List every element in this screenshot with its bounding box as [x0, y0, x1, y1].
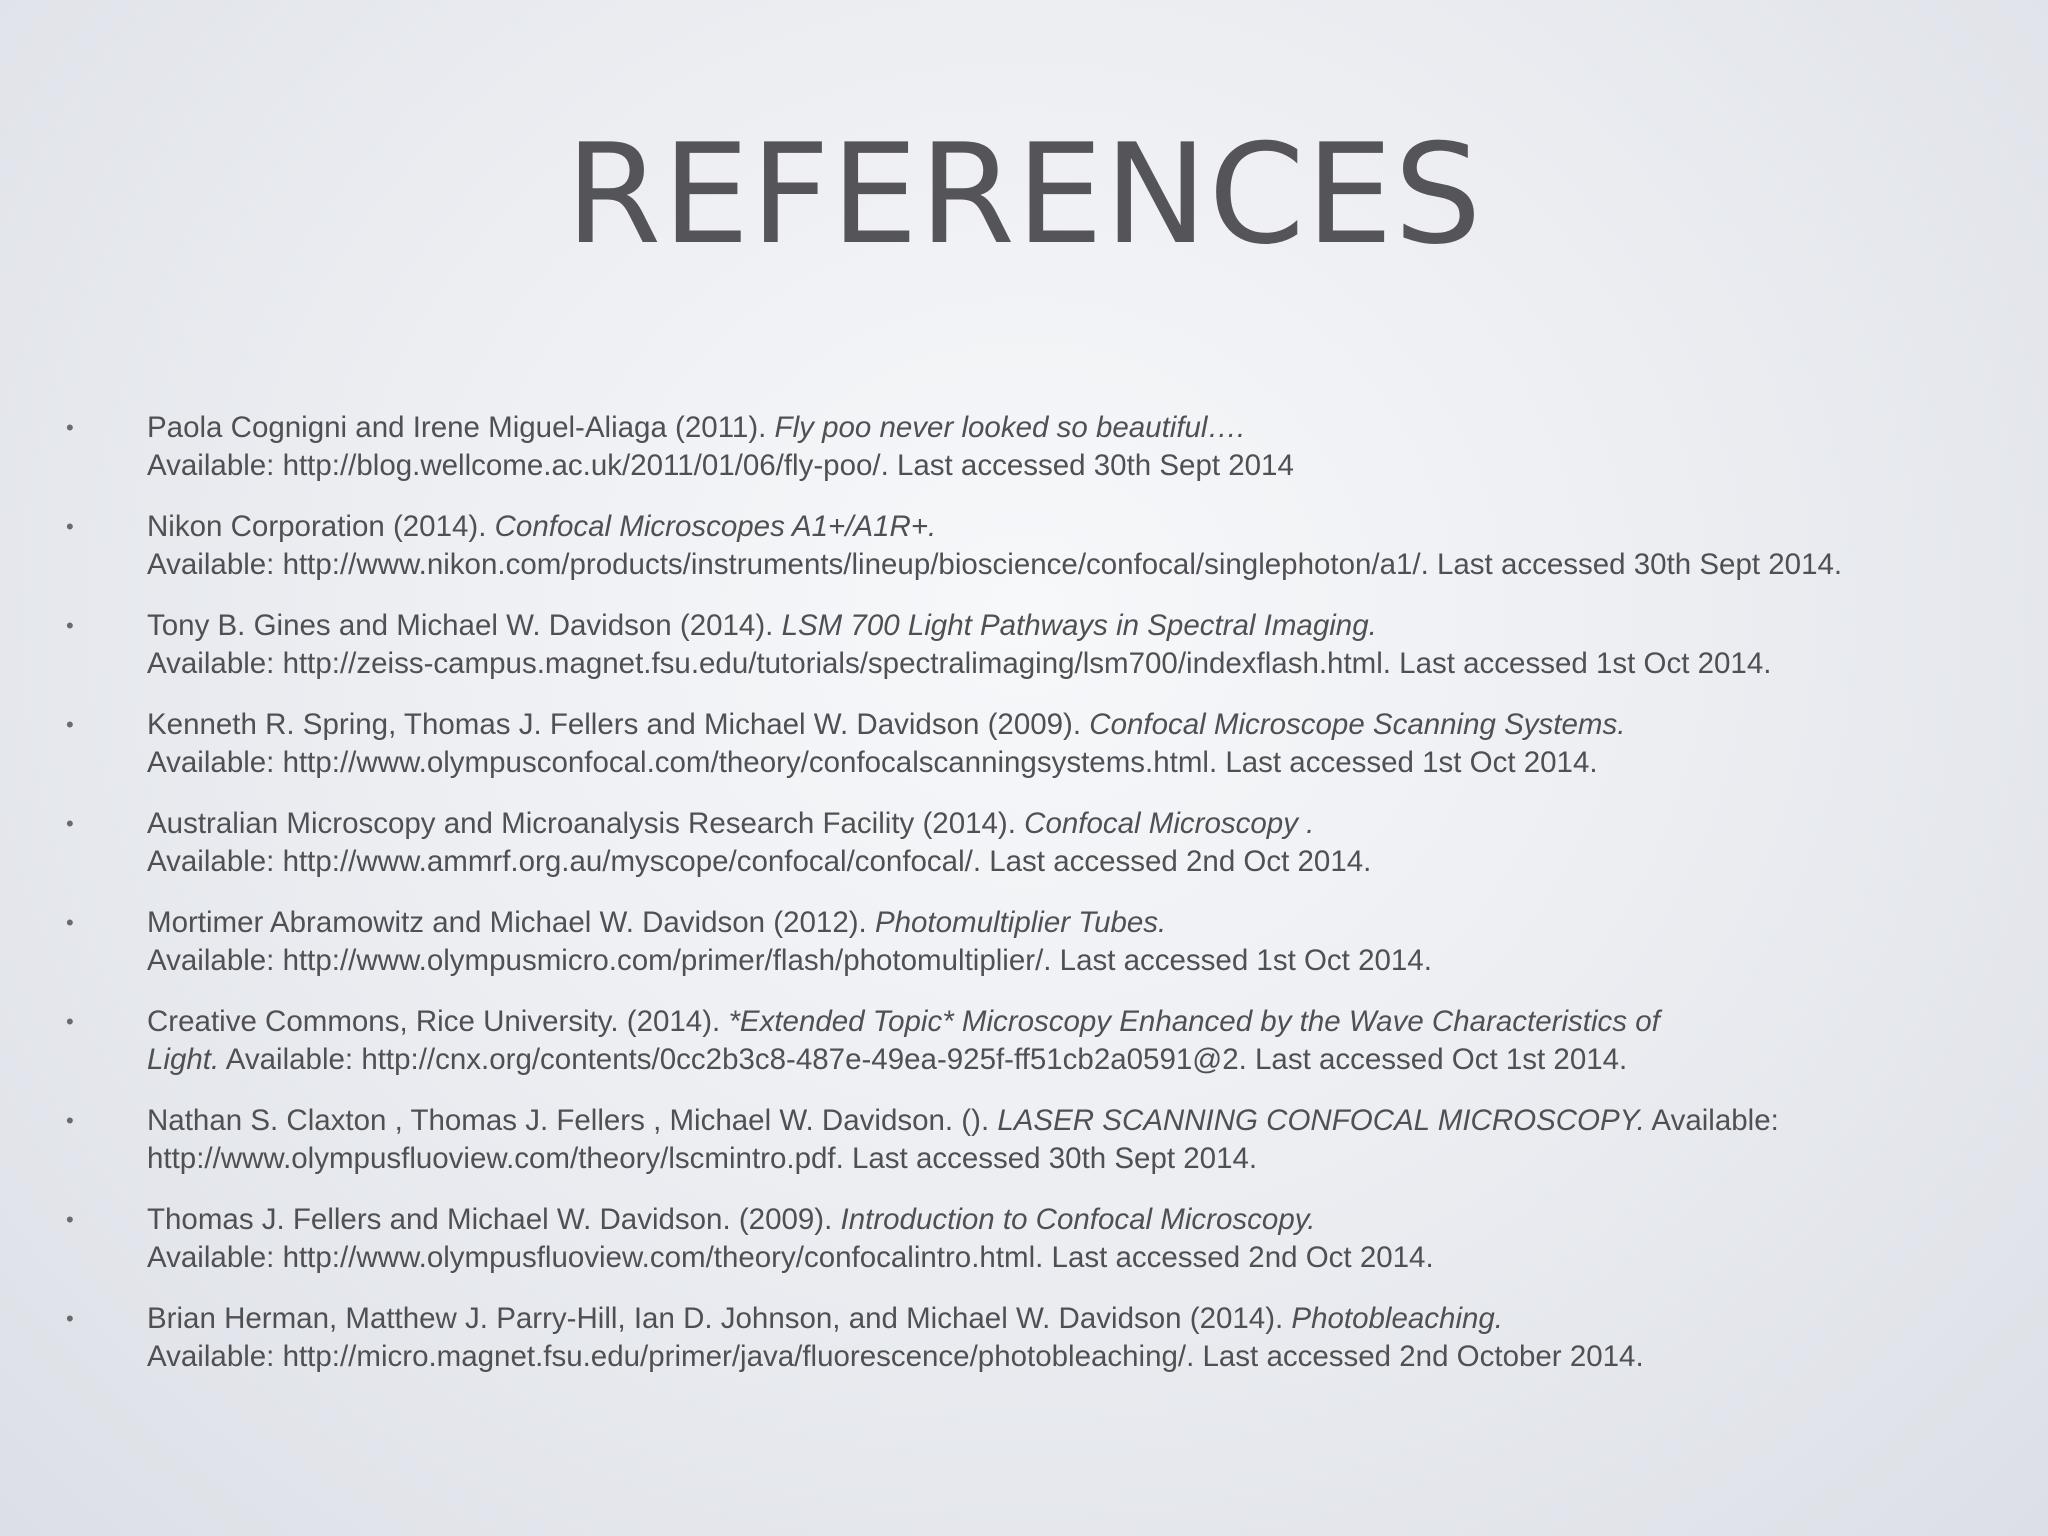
reference-authors: Kenneth R. Spring, Thomas J. Fellers and Michael W. Davidson (2009). — [147, 708, 1090, 741]
reference-citation-line — [147, 1201, 2008, 1239]
slide-title: REFERENCES — [565, 114, 1483, 275]
reference-availability-line: Available: http://micro.magnet.fsu.edu/primer/java/fluorescence/photobleaching/. Last accessed 2nd October 2014. — [147, 1340, 1644, 1373]
reference-citation-line — [147, 508, 2008, 546]
reference-authors: Mortimer Abramowitz and Michael W. Davidson (2012). — [147, 906, 875, 939]
bullet-icon: • — [66, 712, 74, 737]
reference-item — [0, 1300, 2048, 1376]
reference-authors: Paola Cognigni and Irene Miguel-Aliaga (2011). — [147, 411, 775, 444]
reference-authors: Nathan S. Claxton , Thomas J. Fellers , Michael W. Davidson. (). — [147, 1104, 998, 1137]
reference-citation-line — [147, 1102, 2008, 1140]
reference-availability-line — [147, 1041, 2008, 1079]
reference-item — [0, 508, 2048, 584]
reference-item — [0, 1201, 2048, 1277]
bullet-icon: • — [66, 910, 74, 935]
reference-citation-line — [147, 805, 2008, 843]
reference-title: LASER SCANNING CONFOCAL MICROSCOPY. — [997, 1104, 1645, 1137]
reference-title: *Extended Topic* Microscopy Enhanced by the Wave Characteristics of — [728, 1005, 1660, 1038]
reference-citation-line — [147, 607, 2008, 645]
bullet-icon: • — [66, 1009, 74, 1034]
reference-title: LSM 700 Light Pathways in Spectral Imaging. — [781, 609, 1377, 642]
reference-authors: Creative Commons, Rice University. (2014). — [147, 1005, 729, 1038]
reference-title: Introduction to Confocal Microscopy. — [840, 1203, 1316, 1236]
reference-title-continuation: Light. — [147, 1043, 220, 1076]
bullet-icon: • — [66, 1108, 74, 1133]
reference-availability-line: Available: http://zeiss-campus.magnet.fsu.edu/tutorials/spectralimaging/lsm700/indexflash.html. Last accessed 1st Oct 2014. — [147, 647, 1772, 680]
bullet-icon: • — [66, 1306, 74, 1331]
reference-citation-line — [147, 409, 2008, 447]
reference-item — [0, 1003, 2048, 1079]
reference-availability-line: http://www.olympusfluoview.com/theory/lscmintro.pdf. Last accessed 30th Sept 2014. — [147, 1142, 1258, 1175]
reference-item — [0, 409, 2048, 485]
reference-authors: Nikon Corporation (2014). — [147, 510, 495, 543]
reference-citation-line — [147, 706, 2008, 744]
reference-authors: Thomas J. Fellers and Michael W. Davidson. (2009). — [147, 1203, 841, 1236]
reference-title: Confocal Microscope Scanning Systems. — [1089, 708, 1626, 741]
reference-item — [0, 706, 2048, 782]
bullet-icon: • — [66, 415, 74, 440]
reference-authors: Brian Herman, Matthew J. Parry-Hill, Ian D. Johnson, and Michael W. Davidson (2014). — [147, 1302, 1292, 1335]
bullet-icon: • — [66, 514, 74, 539]
reference-title: Fly poo never looked so beautiful…. — [774, 411, 1246, 444]
reference-item — [0, 1102, 2048, 1178]
reference-title: Confocal Microscopy . — [1024, 807, 1315, 840]
reference-availability-line: Available: http://www.olympusfluoview.com/theory/confocalintro.html. Last accessed 2nd Oct 2014. — [147, 1241, 1434, 1274]
bullet-icon: • — [66, 1207, 74, 1232]
reference-authors: Australian Microscopy and Microanalysis Research Facility (2014). — [147, 807, 1025, 840]
reference-availability-text: Available: http://cnx.org/contents/0cc2b3c8-487e-49ea-925f-ff51cb2a0591@2. Last accessed Oct 1st 2014. — [219, 1043, 1628, 1076]
reference-availability-line: Available: http://www.olympusmicro.com/primer/flash/photomultiplier/. Last accessed 1st Oct 2014. — [147, 944, 1432, 977]
reference-item — [0, 607, 2048, 683]
reference-citation-line — [147, 1003, 2008, 1041]
reference-availability-label: Available: — [1644, 1104, 1779, 1137]
reference-authors: Tony B. Gines and Michael W. Davidson (2014). — [147, 609, 782, 642]
reference-title: Photobleaching. — [1291, 1302, 1504, 1335]
reference-availability-line: Available: http://blog.wellcome.ac.uk/2011/01/06/fly-poo/. Last accessed 30th Sept 2014 — [147, 449, 1294, 482]
reference-title: Confocal Microscopes A1+/A1R+. — [494, 510, 937, 543]
reference-availability-line: Available: http://www.nikon.com/products/instruments/lineup/bioscience/confocal/singlephoton/a1/. Last accessed 30th Sept 2014. — [147, 548, 1843, 581]
reference-item — [0, 904, 2048, 980]
reference-citation-line — [147, 904, 2008, 942]
reference-citation-line — [147, 1300, 2008, 1338]
bullet-icon: • — [66, 613, 74, 638]
reference-list — [0, 409, 2048, 1399]
reference-availability-line: Available: http://www.olympusconfocal.com/theory/confocalscanningsystems.html. Last accessed 1st Oct 2014. — [147, 746, 1598, 779]
bullet-icon: • — [66, 811, 74, 836]
reference-item — [0, 805, 2048, 881]
reference-availability-line: Available: http://www.ammrf.org.au/myscope/confocal/confocal/. Last accessed 2nd Oct 2014. — [147, 845, 1372, 878]
reference-title: Photomultiplier Tubes. — [874, 906, 1167, 939]
